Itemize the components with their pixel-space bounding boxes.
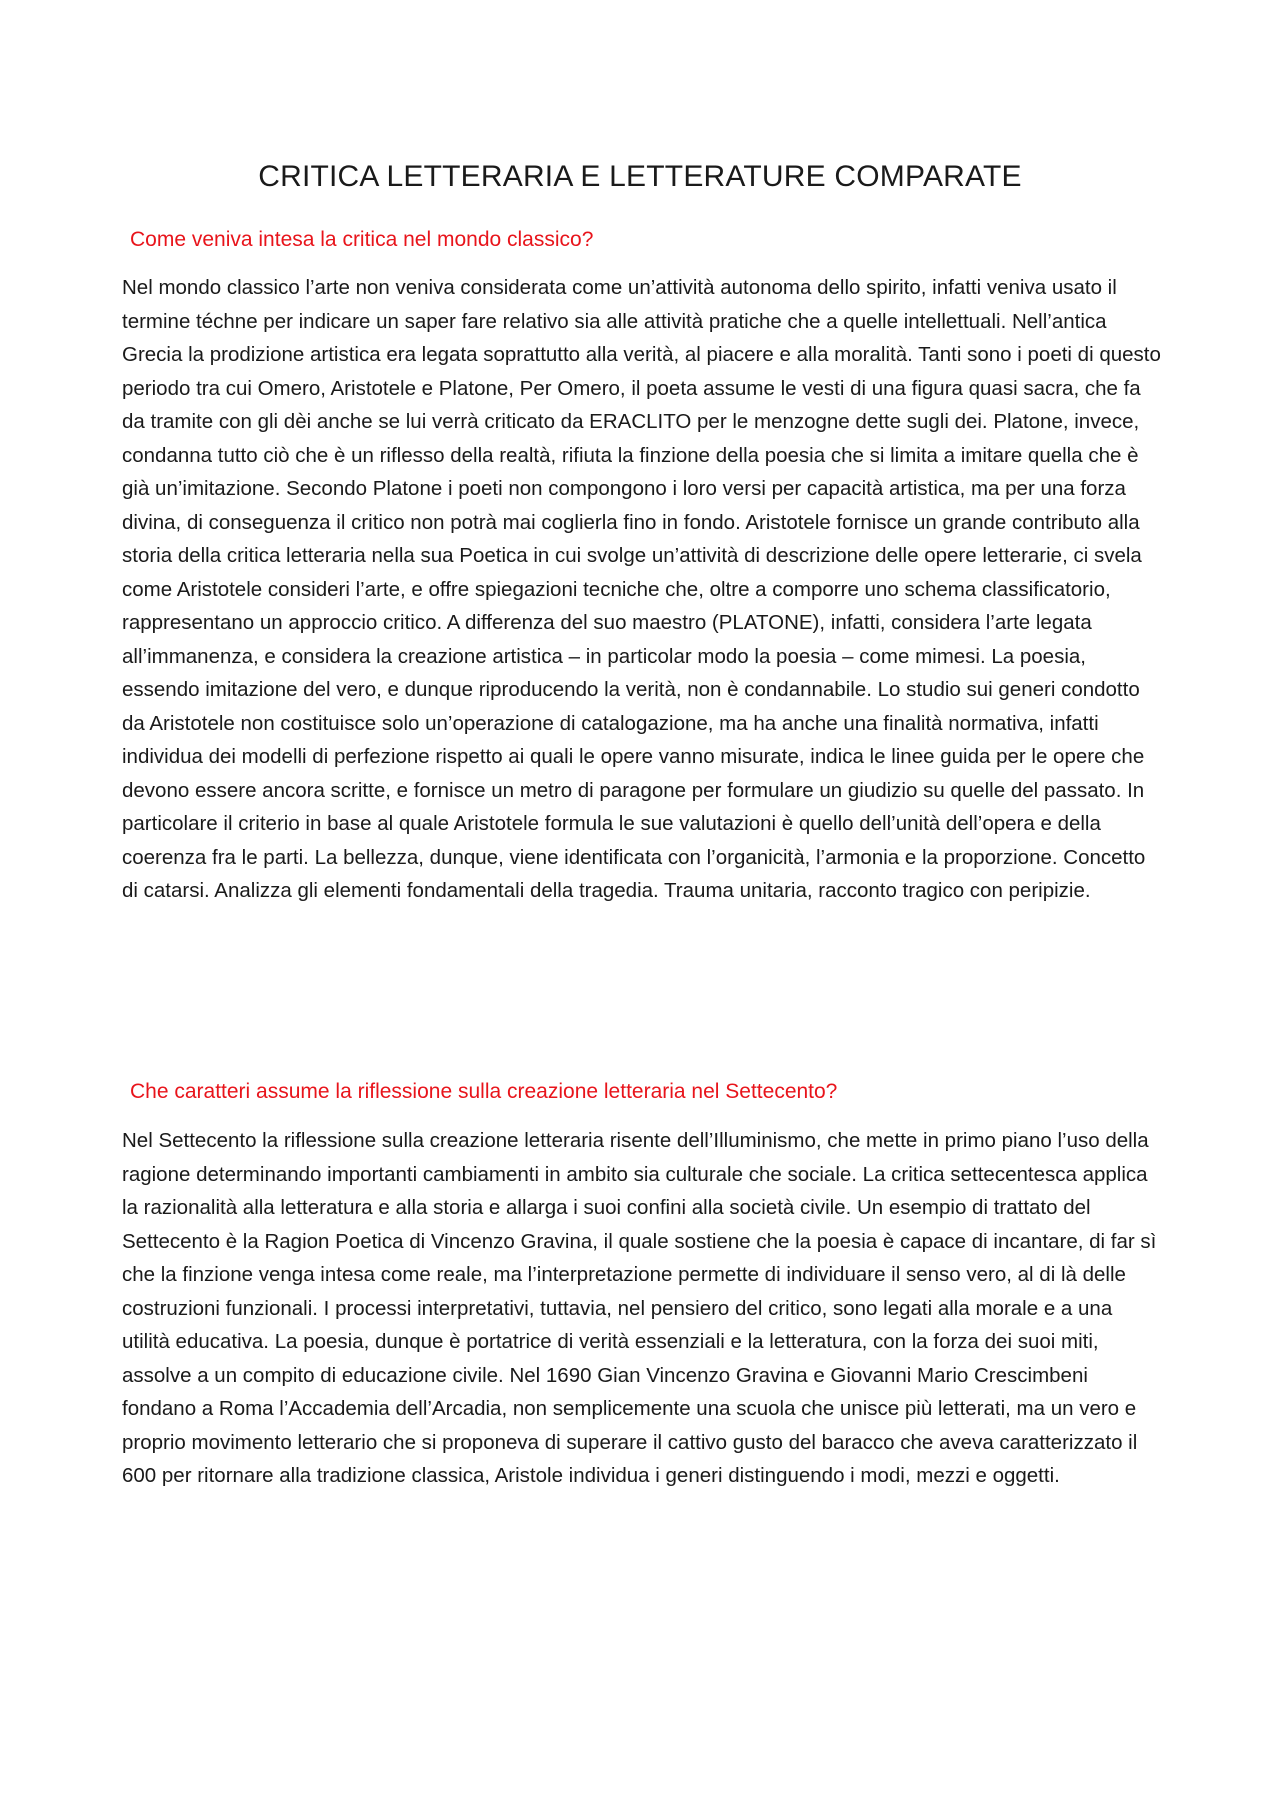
document-title: CRITICA LETTERARIA E LETTERATURE COMPARATE (258, 160, 1022, 193)
section-paragraph-classical: Nel mondo classico l’arte non veniva considerata come un’attività autonoma dello spirito, infatti veniva usato il termine téchne per indicare un saper fare relativo sia alle attività pratiche che a quelle intellettuali. Nell’antica Grecia la prodizione artistica era legata soprattutto alla verità, al piacere e alla moralità. Tanti sono i poeti di questo periodo tra cui Omero, Aristotele e Platone, Per Omero, il poeta assume le vesti di una figura quasi sacra, che fa da tramite con gli dèi anche se lui verrà criticato da ERACLITO per le menzogne dette sugli dei. Platone, invece, condanna tutto ciò che è un riflesso della realtà, rifiuta la finzione della poesia che si limita a imitare quella che è già un’imitazione. Secondo Platone i poeti non compongono i loro versi per capacità artistica, ma per una forza divina, di conseguenza il critico non potrà mai coglierla fino in fondo. Aristotele fornisce un grande contributo alla storia della critica letteraria nella sua Poetica in cui svolge un’attività di descrizione delle opere letterarie, ci svela come Aristotele consideri l’arte, e offre spiegazioni tecniche che, oltre a comporre uno schema classificatorio, rappresentano un approccio critico. A differenza del suo maestro (PLATONE), infatti, considera l’arte legata all’immanenza, e considera la creazione artistica – in particolar modo la poesia – come mimesi. La poesia, essendo imitazione del vero, e dunque riproducendo la verità, non è condannabile. Lo studio sui generi condotto da Aristotele non costituisce solo un’operazione di catalogazione, ma ha anche una finalità normativa, infatti individua dei modelli di perfezione rispetto ai quali le opere vanno misurate, indica le linee guida per le opere che devono essere ancora scritte, e fornisce un metro di paragone per formulare un giudizio su quelle del passato. In particolare il criterio in base al quale Aristotele formula le sue valutazioni è quello dell’unità dell’opera e della coerenza fra le parti. La bellezza, dunque, viene identificata con l’organicità, l’armonia e la proporzione. Concetto di catarsi. Analizza gli elementi fondamentali della tragedia. Trauma unitaria, racconto tragico con peripizie. (122, 276, 1161, 902)
section-question-settecento: Che caratteri assume la riflessione sulla creazione letteraria nel Settecento? (130, 1080, 838, 1103)
section-paragraph-settecento: Nel Settecento la riflessione sulla creazione letteraria risente dell’Illuminismo, che mette in primo piano l’uso della ragione determinando importanti cambiamenti in ambito sia culturale che sociale. La critica settecentesca applica la razionalità alla letteratura e alla storia e allarga i suoi confini alla società civile. Un esempio di trattato del Settecento è la Ragion Poetica di Vincenzo Gravina, il quale sostiene che la poesia è capace di incantare, di far sì che la finzione venga intesa come reale, ma l’interpretazione permette di individuare il senso vero, al di là delle costruzioni funzionali. I processi interpretativi, tuttavia, nel pensiero del critico, sono legati alla morale e a una utilità educativa. La poesia, dunque è portatrice di verità essenziali e la letteratura, con la forza dei suoi miti, assolve a un compito di educazione civile. Nel 1690 Gian Vincenzo Gravina e Giovanni Mario Crescimbeni fondano a Roma l’Accademia dell’Arcadia, non semplicemente una scuola che unisce più letterati, ma un vero e proprio movimento letterario che si proponeva di superare il cattivo gusto del baracco che aveva caratterizzato il 600 per ritornare alla tradizione classica, Aristole individua i generi distinguendo i modi, mezzi e oggetti. (122, 1129, 1157, 1487)
section-question-classical: Come veniva intesa la critica nel mondo classico? (130, 228, 594, 251)
